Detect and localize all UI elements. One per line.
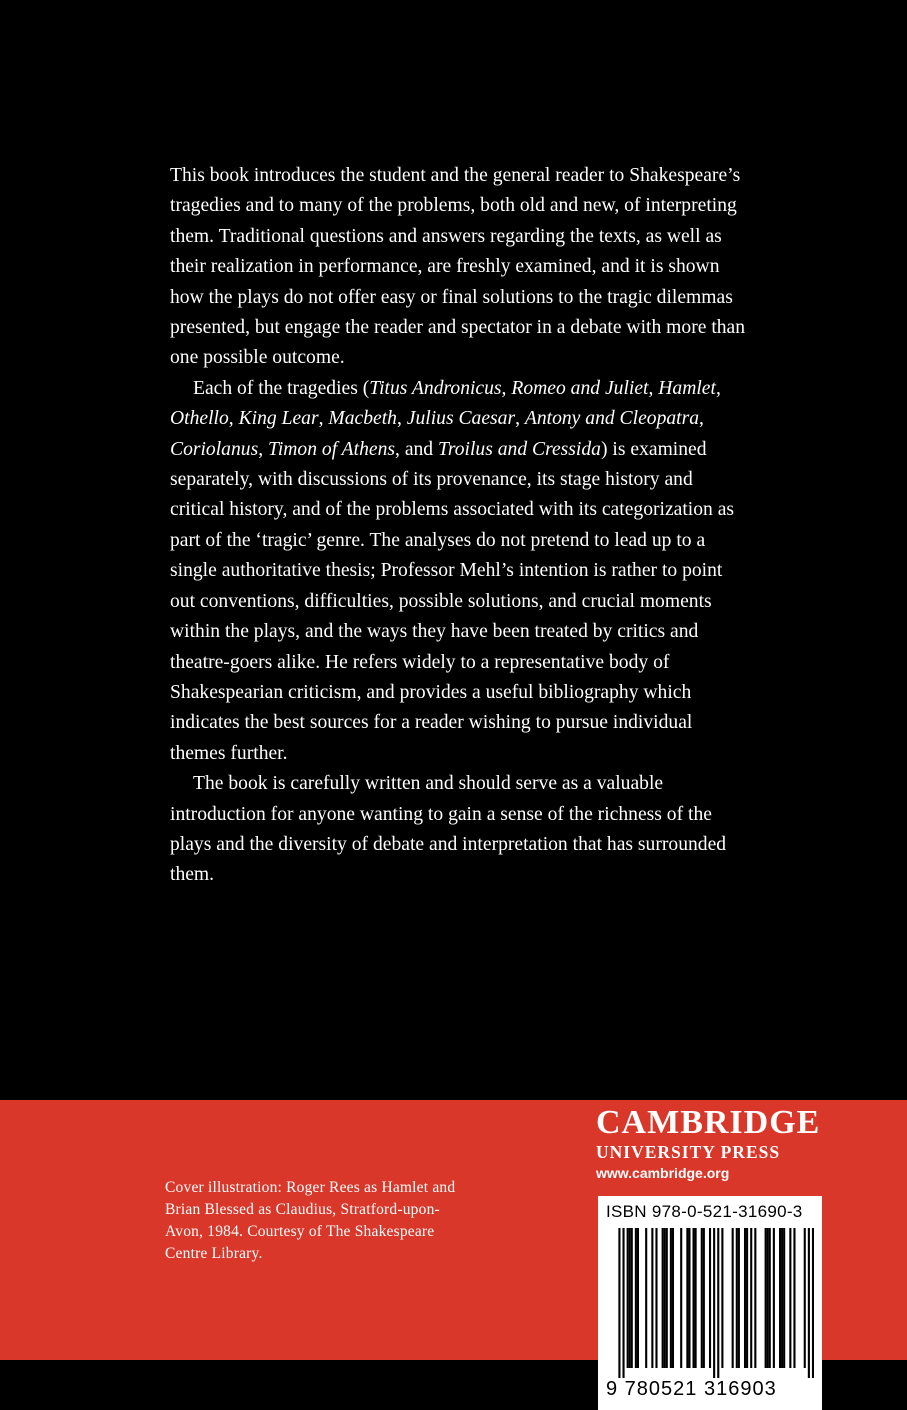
barcode-bar (709, 1228, 711, 1368)
blurb-text (170, 161, 750, 891)
barcode-bar (693, 1228, 695, 1368)
barcode-bar (703, 1228, 705, 1368)
barcode-bar (666, 1228, 668, 1368)
title-coriolanus: Coriolanus (170, 438, 259, 460)
barcode-bar (631, 1228, 633, 1368)
cover-illustration-credit: Cover illustration: Roger Rees as Hamlet and Brian Blessed as Claudius, Stratford-upon-Avon, 1984. Courtesy of The Shakespeare Centre Library. (165, 1179, 456, 1262)
isbn-label: ISBN 978-0-521-31690-3 (606, 1202, 803, 1221)
barcode-bar (635, 1228, 637, 1368)
barcode-bars (606, 1228, 814, 1378)
title-king-lear: King Lear (238, 408, 319, 430)
barcode-bar (732, 1228, 734, 1368)
barcode-bar (779, 1228, 781, 1368)
barcode-bar (637, 1228, 639, 1368)
barcode-bar (622, 1228, 624, 1378)
barcode-bar (695, 1228, 697, 1368)
barcode-bar (618, 1228, 620, 1378)
barcode-bar (812, 1228, 814, 1378)
barcode-bar (783, 1228, 785, 1368)
barcode-bar (804, 1228, 806, 1368)
title-othello: Othello (170, 408, 229, 430)
barcode-bar (629, 1228, 631, 1368)
barcode-bar (746, 1228, 748, 1368)
blurb-paragraph-3: The book is carefully written and should serve as a valuable introduction for anyone wanting to gain a sense of the richness of the plays and the diversity of debate and interpretation that has surrounded them. (170, 773, 727, 886)
barcode-bar (781, 1228, 783, 1368)
barcode-bar (789, 1228, 791, 1368)
title-antony-cleopatra: Antony and Cleopatra (524, 408, 700, 430)
barcode-bar (662, 1228, 664, 1368)
barcode-bar (769, 1228, 771, 1368)
ean-digits: 9 780521 316903 (606, 1378, 777, 1400)
barcode-bar (750, 1228, 752, 1368)
publisher-subtitle: UNIVERSITY PRESS (596, 1142, 781, 1162)
title-hamlet: Hamlet (658, 377, 716, 399)
blurb-paragraph-2: Each of the tragedies (Titus Andronicus, Romeo and Juliet, Hamlet, Othello, King Lear, Macbeth, Julius Caesar, Antony and Cleopatra, Coriolanus, Timon of Athens, and Troilus and Cressida) is examined separately, with discussions of its provenance, its stage history and critical history, and of the problems associated with its categorization as part of the ‘tragic’ genre. The analyses do not pretend to lead up to a single authoritative thesis; Professor Mehl’s intention is rather to point out conventions, difficulties, possible solutions, and crucial moments within the plays, and the ways they have been treated by critics and theatre-goers alike. He refers widely to a representative body of Shakespearian criticism, and provides a useful bibliography which indicates the best sources for a reader wishing to pursue individual themes further. (170, 377, 735, 764)
barcode-bar (670, 1228, 672, 1368)
title-titus-romeo: Titus Andronicus, Romeo and Juliet (369, 377, 649, 399)
barcode-bar (664, 1228, 666, 1368)
barcode-bar (765, 1228, 767, 1368)
isbn-barcode (598, 1196, 822, 1410)
title-troilus: Troilus and Cressida (438, 438, 601, 460)
publisher-logo (596, 1104, 828, 1184)
barcode-bar (793, 1228, 795, 1368)
barcode-bar (655, 1228, 657, 1368)
barcode-bar (627, 1228, 629, 1368)
barcode-bar (773, 1228, 775, 1368)
barcode-bar (688, 1228, 690, 1368)
barcode-bar (754, 1228, 756, 1368)
barcode-bar (713, 1228, 715, 1378)
barcode-bar (680, 1228, 682, 1368)
barcode-bar (736, 1228, 738, 1368)
barcode-bar (767, 1228, 769, 1368)
title-julius-caesar: Julius Caesar (406, 408, 516, 430)
barcode-bar (686, 1228, 688, 1368)
back-cover-lower (0, 1100, 907, 1400)
title-macbeth: Macbeth (328, 408, 397, 430)
barcode-bar (744, 1228, 746, 1368)
barcode-bar (721, 1228, 723, 1368)
barcode-bar (701, 1228, 703, 1368)
barcode-bar (651, 1228, 653, 1368)
title-timon: Timon of Athens (268, 438, 396, 460)
barcode-bar (645, 1228, 647, 1368)
barcode-bar (717, 1228, 719, 1378)
barcode-bar (738, 1228, 740, 1368)
publisher-url: www.cambridge.org (596, 1165, 730, 1181)
barcode-bar (672, 1228, 674, 1368)
publisher-name: CAMBRIDGE (596, 1104, 821, 1141)
barcode-bar (808, 1228, 810, 1378)
blurb-paragraph-1: This book introduces the student and the general reader to Shakespeare’s tragedies and to many of the problems, both old and new, of interpreting them. Traditional questions and answers regarding the texts, as well as their realization in performance, are freshly examined, and it is shown how the plays do not offer easy or final solutions to the tragic dilemmas presented, but engage the reader and spectator in a debate with more than one possible outcome. (170, 165, 746, 369)
